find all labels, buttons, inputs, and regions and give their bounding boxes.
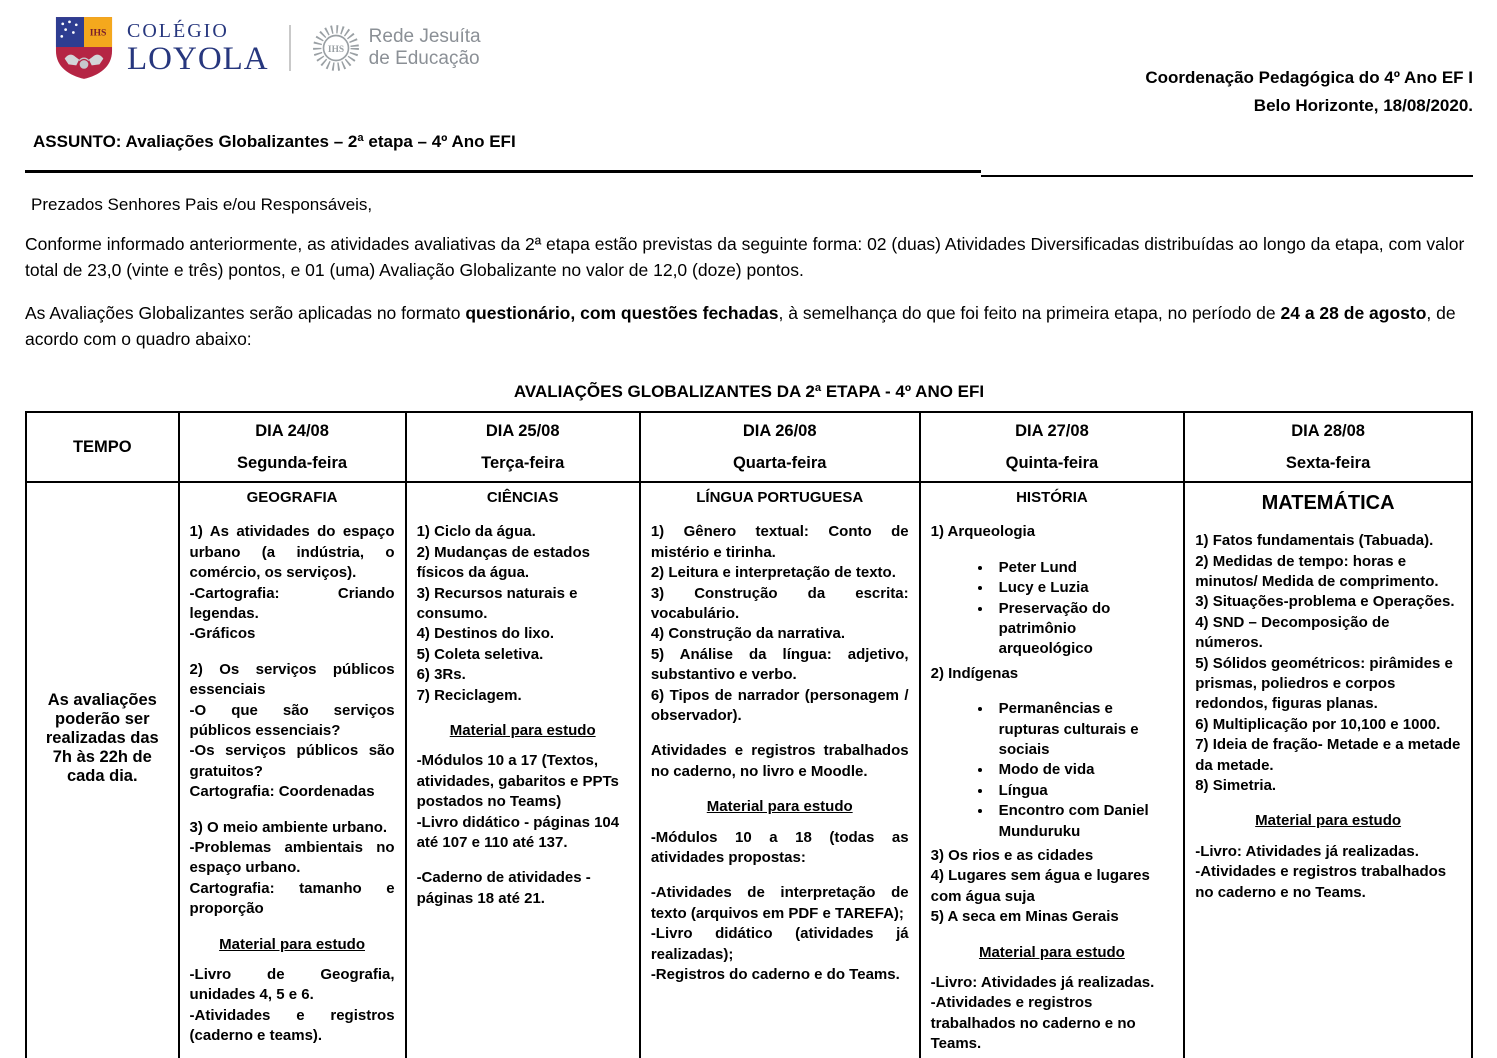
content-line: -Módulos 10 a 18 (todas as atividades propostas: [650,828,909,866]
subject-line: ASSUNTO: Avaliações Globalizantes – 2ª etapa – 4º Ano EFI [33,132,516,152]
content-line: 5) Sólidos geométricos: pirâmides e prismas, poliedros e corpos redondos, figuras planas. [1195,654,1453,713]
content-line: 4) Destinos do lixo. [416,625,555,643]
day-header-cell-geografia [179,412,406,482]
material-heading: Material para estudo [219,935,365,953]
day-label: DIA 28/08 [1291,421,1365,440]
table-title: AVALIAÇÕES GLOBALIZANTES DA 2ª ETAPA - 4º ANO EFI [513,382,985,402]
content-line: -O que são serviços públicos essenciais? [189,701,395,739]
horizontal-rule [25,170,1473,177]
bullet-item: • Lucy e Luzia [993,578,1174,598]
subject-cell-ciencias [406,482,640,1058]
content-line: Cartografia: Coordenadas [189,783,375,801]
content-line: 6) Multiplicação por 10,100 e 1000. [1195,715,1441,733]
content-line: 6) 3Rs. [416,666,466,684]
content-line: -Livro de Geografia, unidades 4, 5 e 6. [189,965,395,1004]
intro-paragraph-1: Conforme informado anteriormente, as atividades avaliativas da 2ª etapa estão previstas da seguinte forma: 02 (duas) Atividades Diversificadas distribuídas ao longo da etapa, com valor total de 23,0 (vinte e três) pontos, e 01 (uma) Avaliação Globalizante no valor de 12,0 (doze) pontos. [25,234,1465,281]
content-line: 5) Coleta seletiva. [416,645,544,663]
content-block [190,660,395,803]
content-block [190,818,395,920]
weekday-label: Sexta-feira [1285,453,1371,472]
table-body-row [26,482,1472,1058]
subject-heading: LÍNGUA PORTUGUESA [696,489,864,507]
shield-ihs-text: IHS [89,27,107,39]
content-line: 2) Mudanças de estados físicos da água. [416,543,590,582]
subject-cell-geografia [179,482,406,1058]
content-line: 1) As atividades do espaço urbano (a indústria, o comércio, os serviços). [189,523,395,582]
content-block [651,741,909,782]
day-label: DIA 25/08 [485,421,560,440]
content-line: -Livro didático - páginas 104 até 107 e 110 até 137. [416,813,620,851]
content-line: 4) Construção da narrativa. [650,625,846,643]
content-line: -Atividades e registros trabalhados no caderno e no Teams. [930,994,1136,1053]
subject-heading: HISTÓRIA [1016,489,1088,507]
bullet-item: • Língua [993,781,1174,801]
subject-cell-historia [920,482,1185,1058]
ihs-sunburst-icon [311,23,361,73]
content-line: -Livro: Atividades já realizadas. [930,973,1155,991]
subject-cell-matematica [1184,482,1472,1058]
network-name [369,26,481,70]
content-block [651,522,909,726]
content-line: 1) Ciclo da água. [416,523,536,541]
text-segment: , de acordo com o quadro abaixo: [25,302,1456,349]
subject-heading: GEOGRAFIA [246,489,338,507]
table-header-row [26,412,1472,482]
content-line: 2) Os serviços públicos essenciais [189,660,395,699]
material-heading: Material para estudo [978,943,1125,961]
tempo-header-label: TEMPO [72,437,132,456]
content-line: 2) Indígenas [930,664,1019,682]
content-line: -Livro didático (atividades já realizadas); [650,925,909,963]
content-line: -Registros do caderno e do Teams. [650,965,900,983]
content-block [417,522,629,706]
page-header [25,16,1473,120]
content-line: 6) Tipos de narrador (personagem / observador). [650,686,909,724]
network-name-line1: Rede Jesuíta [368,26,481,48]
content-block [931,973,1174,1055]
content-block [651,828,909,869]
content-line: 1) Arqueologia [930,523,1036,541]
content-line: -Livro: Atividades já realizadas. [1195,842,1419,860]
material-heading: Material para estudo [706,798,853,816]
exam-schedule-table [25,411,1473,1058]
rule-left-segment [25,170,981,173]
day-label: DIA 26/08 [742,421,817,440]
content-line: 1) Gênero textual: Conto de mistério e tirinha. [650,523,909,561]
material-heading: Material para estudo [449,722,596,739]
content-line: 5) Análise da língua: adjetivo, substantivo e verbo. [650,645,909,684]
content-line: -Gráficos [189,625,256,643]
content-block [931,846,1174,928]
bullet-list [931,558,1174,660]
weekday-label: Terça-feira [481,453,565,472]
content-line: 7) Reciclagem. [416,686,522,704]
bullet-item: • Preservação do patrimônio arqueológico [993,599,1174,660]
bullet-item: • Permanências e rupturas culturais e sociais [993,699,1174,760]
college-name-line1: COLÉGIO [127,19,229,42]
weekday-label: Segunda-feira [237,453,348,472]
content-line: -Problemas ambientais no espaço urbano. [189,838,395,877]
day-header-cell-matematica [1184,412,1472,482]
content-line: 2) Medidas de tempo: horas e minutos/ Medida de comprimento. [1195,552,1439,591]
content-line: 4) SND – Decomposição de números. [1195,613,1390,652]
content-line: 3) Recursos naturais e consumo. [416,584,578,623]
content-line: -Caderno de atividades - páginas 18 até 21. [416,869,591,907]
content-line: 3) Construção da escrita: vocabulário. [650,584,909,623]
content-line: 8) Simetria. [1195,776,1277,794]
content-line: 4) Lugares sem água e lugares com água suja [930,867,1150,905]
content-block [1195,842,1461,903]
content-block [417,868,629,909]
logo-divider [289,25,291,71]
loyola-shield-icon [55,16,113,80]
subject-cell-lingua-portuguesa [640,482,920,1058]
content-line: 2) Leitura e interpretação de texto. [650,564,896,582]
content-block [931,522,1174,542]
greeting-line: Prezados Senhores Pais e/ou Responsáveis, [31,195,373,215]
content-line: 3) Os rios e as cidades [930,846,1094,864]
rule-right-segment [981,175,1473,177]
content-line: 3) O meio ambiente urbano. [189,818,388,836]
content-block [931,664,1174,684]
content-line: -Cartografia: Criando legendas. [189,584,395,623]
subject-heading: MATEMÁTICA [1261,492,1395,515]
content-line: 3) Situações-problema e Operações. [1195,593,1455,611]
content-block [651,883,909,985]
content-block [190,522,395,644]
bullet-item: • Modo de vida [993,760,1174,780]
weekday-label: Quinta-feira [1005,453,1099,472]
coordination-line: Coordenação Pedagógica do 4º Ano EF I [1145,68,1473,87]
college-logo [25,16,481,80]
content-block [417,751,629,853]
content-line: -Atividades e registros (caderno e teams). [189,1006,395,1045]
tempo-header-cell [26,412,179,482]
material-heading: Material para estudo [1255,812,1402,830]
content-line: Cartografia: tamanho e proporção [189,879,395,918]
day-header-cell-historia [920,412,1185,482]
content-line: -Atividades e registros trabalhados no caderno e no Teams. [1195,863,1447,901]
day-label: DIA 27/08 [1015,421,1089,440]
content-line: 5) A seca em Minas Gerais [930,908,1119,926]
coordination-block [1145,16,1473,120]
content-line: 1) Fatos fundamentais (Tabuada). [1195,532,1434,550]
content-line: -Módulos 10 a 17 (Textos, atividades, gabaritos e PPTs postados no Teams) [416,752,619,811]
college-name-line2: LOYOLA [127,40,269,77]
bold-text-segment: 24 a 28 de agosto [1280,302,1427,323]
content-block [190,965,395,1047]
jesuit-network-logo [311,23,481,73]
date-line: Belo Horizonte, 18/08/2020. [1253,96,1473,116]
bullet-item: • Peter Lund [993,558,1174,578]
weekday-label: Quarta-feira [732,453,827,472]
subject-heading: CIÊNCIAS [486,489,559,507]
bold-text-segment: questionário, com questões fechadas [465,302,779,323]
text-segment: , à semelhança do que foi feito na primeira etapa, no período de [778,302,1281,323]
day-header-cell-lingua-portuguesa [640,412,920,482]
content-line: 7) Ideia de fração- Metade e a metade da metade. [1195,736,1461,774]
text-segment: As Avaliações Globalizantes serão aplicadas no formato [25,302,466,323]
content-block [1195,531,1461,796]
bullet-list [931,699,1174,842]
day-header-cell-ciencias [406,412,640,482]
intro-paragraph-2 [25,300,1473,353]
content-line: -Os serviços públicos são gratuitos? [189,742,395,780]
bullet-item: • Encontro com Daniel Munduruku [993,801,1174,842]
tempo-note-text: As avaliações poderão ser realizadas das 7h às 22h de cada dia. [45,690,159,785]
tempo-note-cell [26,482,179,1058]
day-label: DIA 24/08 [255,421,329,440]
network-name-line2: de Educação [368,48,480,69]
sun-ihs-text: IHS [327,45,344,56]
content-line: Atividades e registros trabalhados no caderno, no livro e Moodle. [650,742,909,780]
content-line: -Atividades de interpretação de texto (arquivos em PDF e TAREFA); [650,884,909,922]
college-name [127,21,269,76]
